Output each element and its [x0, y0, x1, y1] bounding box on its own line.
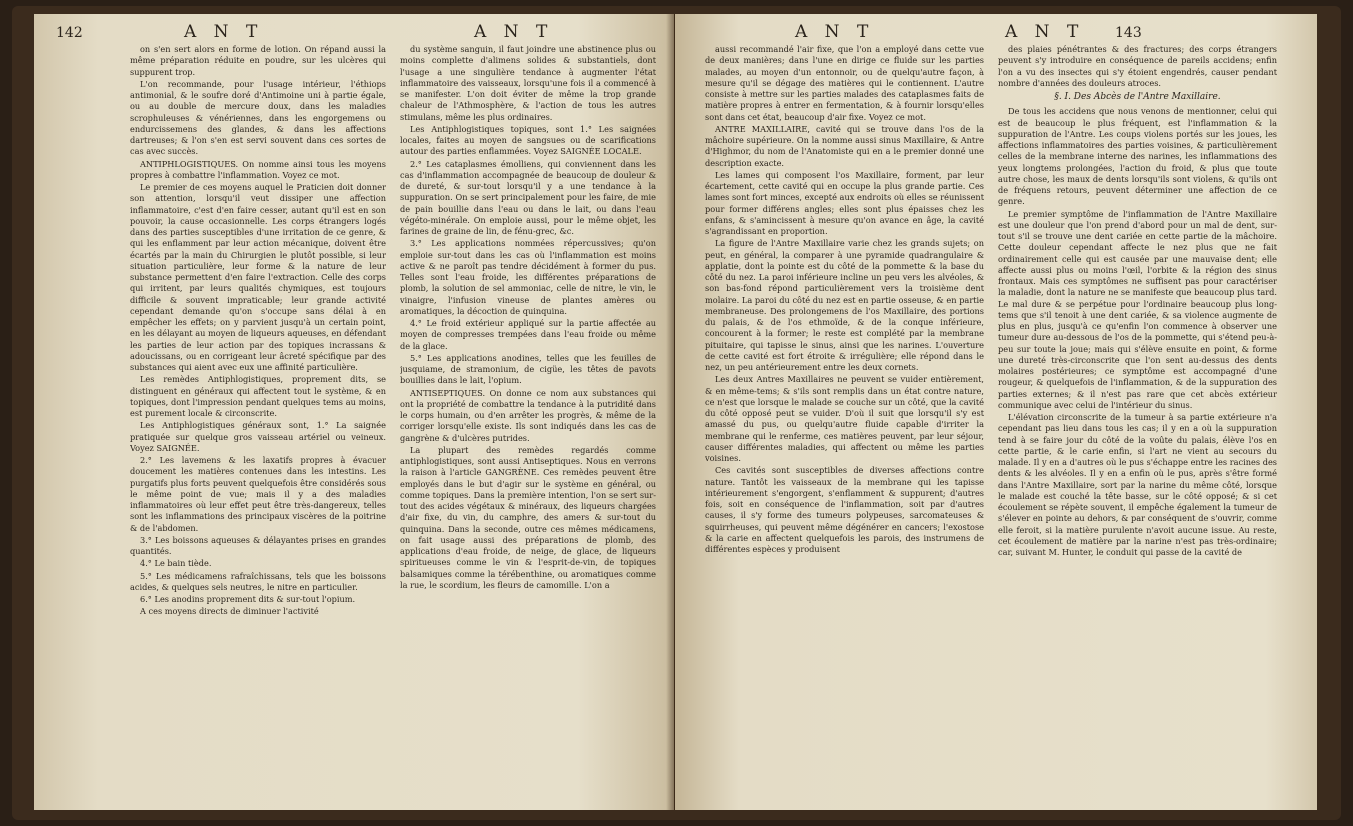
paragraph: Les lames qui composent l'os Maxillaire, forment, par leur écartement, cette cavité qui en occupe la plus grande partie. Ces lames sont fort minces, excepté aux endroits où elles se réunissent pour former différens angles; elles sont plus épaisses chez les enfans, & s'amincissent à mesure qu'on avance en âge, la cavité s'agrandissant en proportion. [705, 169, 984, 236]
page-number-left: 142 [56, 25, 83, 41]
paragraph: 3.° Les boissons aqueuses & délayantes prises en grandes quantités. [130, 534, 386, 556]
running-head-word-right: A N T [1005, 22, 1085, 42]
running-head-word-left: A N T [795, 22, 875, 42]
paragraph: ANTIPHLOGISTIQUES. On nomme ainsi tous les moyens propres à combattre l'inflammation. Voyez ce mot. [130, 158, 386, 180]
running-head-right-page [675, 22, 1317, 44]
paragraph: De tous les accidens que nous venons de mentionner, celui qui est de beaucoup le plus fréquent, est l'inflammation & la suppuration de l'Antre. Les coups violens portés sur les joues, les affections inflammatoires des parties voisines, & particulièrement celles de la membrane interne des narines, les inflammations des yeux longtems prolongées, l'action du froid, & plus que toute autre chose, les maux de dents lorsqu'ils sont violens, & qu'ils ont de fréquens retours, peuvent déterminer une affection de ce genre. [998, 106, 1277, 207]
paragraph: des plaies pénétrantes & des fractures; des corps étrangers peuvent s'y introduire en conséquence de pareils accidens; enfin l'on a vu des insectes qui s'y étoient engendrés, causer pendant nombre d'années des douleurs atroces. [998, 44, 1277, 88]
paragraph: Les Antiphlogistiques généraux sont, 1.° La saignée pratiquée sur quelque gros vaisseau artériel ou veineux. Voyez SAIGNÉE. [130, 420, 386, 453]
text-column [400, 44, 656, 794]
text-column [705, 44, 984, 794]
paragraph: 3.° Les applications nommées répercussives; qu'on emploie sur-tout dans les cas où l'inflammation est moins active & ne paroît pas tendre décidément à former du pus. Telles sont l'eau froide, les différentes préparations de plomb, la solution de sel ammoniac, celle de nitre, le vin, le vinaigre, l'infusion vineuse de plantes amères ou aromatiques, la décoction de quinquina. [400, 238, 656, 316]
paragraph: Les Antiphlogistiques topiques, sont 1.° Les saignées locales, faites au moyen de sangsues ou de scarifications autour des parties enflammées. Voyez SAIGNÉE LOCALE. [400, 123, 656, 157]
paragraph: 5.° Les applications anodines, telles que les feuilles de jusquiame, de stramonium, de cigüe, les têtes de pavots bouillies dans le lait, l'opium. [400, 352, 656, 386]
paragraph: L'élévation circonscrite de la tumeur à sa partie extérieure n'a cependant pas lieu dans tous les cas; il y en a où la suppuration tend à se faire jour du côté de la voûte du palais, élève l'os en cette partie, & le carie enfin, si l'art ne vient au secours du malade. Il y en a d'autres où le pus s'échappe entre les racines des dents & les alvéoles. Il y en a enfin où le pus, après s'être formé dans l'Antre Maxillaire, sort par la narine du même côté, lorsque le malade est couché la tête basse, sur le côté opposé; & si cet écoulement se répète souvent, il empêche également la tumeur de s'élever en pointe au dehors, & par conséquent de s'ouvrir, comme elle feroit, si la matière purulente n'avoit aucune issue. Au reste, cet écoulement de matière par la narine n'est pas très-ordinaire; car, suivant M. Hunter, le conduit qui passe de la cavité de [998, 412, 1277, 557]
paragraph: Les remèdes Antiphlogistiques, proprement dits, se distinguent en généraux qui affectent tout le système, & en topiques, dont l'impression pendant quelques tems au moins, est purement locale & circonscrite. [130, 374, 386, 418]
running-head-word-right: A N T [474, 22, 554, 42]
paragraph: L'on recommande, pour l'usage intérieur, l'éthiops antimonial, & le soufre doré d'Antimoine uni à partie égale, ou au double de mercure doux, dans les maladies scrophuleuses & vénériennes, dans les engorgemens ou endurcissemens des glandes, & dans les affections dartreuses; & l'on s'en est servi souvent dans ces sortes de cas avec succès. [130, 78, 386, 157]
paragraph: 2.° Les lavemens & les laxatifs propres à évacuer doucement les matières contenues dans les intestins. Les purgatifs plus forts peuvent quelquefois être considérés sous le même point de vue; mais il y a des maladies inflammatoires où leur effet peut être très-dangereux, telles sont les inflammations des principaux viscères de la poitrine & de l'abdomen. [130, 455, 386, 533]
paragraph: Ces cavités sont susceptibles de diverses affections contre nature. Tantôt les vaisseaux de la membrane qui les tapisse intérieurement s'engorgent, s'enflamment & suppurent; d'autres fois, soit en conséquence de l'inflammation, soit par d'autres causes, il s'y forme des tumeurs polypeuses, sarcomateuses & squirrheuses, qui peuvent même dégénérer en cancers; l'exostose & la carie en affectent quelquefois les parois, des instrumens de différentes espèces y produisent [705, 465, 984, 554]
paragraph: ANTRE MAXILLAIRE, cavité qui se trouve dans l'os de la mâchoire supérieure. On la nomme aussi sinus Maxillaire, & Antre d'Highmor, du nom de l'Anatomiste qui en a le premier donné une description exacte. [705, 123, 984, 168]
paragraph: ANTISEPTIQUES. On donne ce nom aux substances qui ont la propriété de combattre la tendance à la putridité dans le corps humain, ou d'en arrêter les progrès, & même de la corriger lorsqu'elle existe. Ils sont indiqués dans les cas de gangrène & d'ulcères putrides. [400, 387, 656, 443]
paragraph: 4.° Le froid extérieur appliqué sur la partie affectée au moyen de compresses trempées dans l'eau froide ou même de la glace. [400, 318, 656, 351]
paragraph: 2.° Les cataplasmes émolliens, qui conviennent dans les cas d'inflammation accompagnée de beaucoup de douleur & de dureté, & sur-tout lorsqu'il y a une tendance à la suppuration. On se sert principalement pour les faire, de mie de pain bouillie dans l'eau ou dans le lait, ou dans l'eau végéto-minérale. On emploie aussi, pour le même objet, les farines de graine de lin, de fénu-grec, &c. [400, 158, 656, 236]
paragraph: Le premier de ces moyens auquel le Praticien doit donner son attention, lorsqu'il veut dissiper une affection inflammatoire, c'est d'en faire cesser, autant qu'il est en son pouvoir, la cause occasionnelle. Les corps étrangers logés dans des parties susceptibles d'une irritation de ce genre, & qui les enflamment par leur action mécanique, doivent être écartés par la main du Chirurgien le plutôt possible, si leur situation particulière, leur forme & la nature de leur substance permettent d'en faire l'extraction. Celle des corps qui irritent, par leurs qualités chymiques, est toujours difficile & souvent impraticable; leur grande activité cependant demande qu'on s'occupe sans délai à en empêcher les effets; on y parvient jusqu'à un certain point, en les délayant au moyen de liqueurs aqueuses, en défendant les parties de leur action par des topiques incrassans & adoucissans, ou en corrigeant leur âcreté spécifique par des substances qui aient avec eux une affinité particulière. [130, 182, 386, 372]
paragraph: La plupart des remèdes regardés comme antiphlogistiques, sont aussi Antiseptiques. Nous en verrons la raison à l'article GANGRÈNE. Ces remèdes peuvent être employés dans le but d'agir sur le système en général, ou comme topiques. Dans la première intention, l'on se sert sur-tout des acides végétaux & minéraux, des liqueurs chargées d'air fixe, du vin, du camphre, des amers & sur-tout du quinquina. Dans la seconde, outre ces mêmes médicamens, on fait usage aussi des préparations de plomb, des applications d'eau froide, de neige, de glace, de liqueurs spiritueuses comme le vin & l'esprit-de-vin, de topiques balsamiques comme la térébenthine, ou aromatiques comme la rue, le scordium, les fleurs de camomille. L'on a [400, 444, 656, 590]
running-head-word-left: A N T [184, 22, 264, 42]
left-page [34, 14, 674, 810]
page-number-right: 143 [1115, 25, 1142, 41]
text-column [998, 44, 1277, 794]
paragraph: Le premier symptôme de l'inflammation de l'Antre Maxillaire est une douleur que l'on prend d'abord pour un mal de dent, sur-tout s'il se trouve une dent cariée en cette partie de la mâchoire. Cette douleur cependant affecte le nez plus que ne fait ordinairement celle qui est causée par une mauvaise dent; elle affecte aussi plus ou moins l'œil, l'orbite & la région des sinus frontaux. Mais ces symptômes ne suffisent pas pour caractériser la maladie, dont la nature ne se manifeste que beaucoup plus tard. Le mal dure & se perpétue pour l'ordinaire beaucoup plus long-tems que s'il tenoit à une dent cariée, & sa violence augmente de plus en plus, jusqu'à ce qu'enfin l'on commence à observer une tumeur dure au-dessous de l'os de la pommette, qui s'étend peu-à-peu sur toute la joue; mais qui s'élève ensuite en point, & forme une dureté très-circonscrite que l'on sent au-dessus des dents molaires postérieures; ce symptôme est accompagné d'une rougeur, & quelquefois de l'inflammation, & de la suppuration des parties externes; & il n'est pas rare que cet abcès extérieur communique avec celui de l'intérieur du sinus. [998, 208, 1277, 410]
text-column [130, 44, 386, 794]
right-page-columns [705, 44, 1277, 794]
paragraph: 5.° Les médicamens rafraîchissans, tels que les boissons acides, & quelques sels neutres, le nitre en particulier. [130, 570, 386, 592]
paragraph: A ces moyens directs de diminuer l'activité [140, 606, 319, 617]
paragraph: 6.° Les anodins proprement dits & sur-tout l'opium. [140, 594, 356, 604]
left-page-columns [130, 44, 656, 794]
paragraph: La figure de l'Antre Maxillaire varie chez les grands sujets; on peut, en général, la comparer à une pyramide quadrangulaire & applatie, dont la pointe est du côté de la pommette & la base du côté du nez. La paroi inférieure incline un peu vers les alvéoles, & son bas-fond répond particulièrement vers la troisième dent molaire. La paroi du côté du nez est en partie osseuse, & en partie membraneuse. Des prolongemens de l'os Maxillaire, des portions du palais, & de l'os ethmoïde, & de la conque inférieure, concourent à la former; le reste est complété par la membrane pituitaire, qui tapisse le sinus, ainsi que les narines. L'ouverture de cette cavité est fort étroite & irrégulière; elle répond dans le nez, un peu antérieurement entre les deux cornets. [705, 238, 984, 372]
paragraph: Les deux Antres Maxillaires ne peuvent se vuider entièrement, & en même-tems; & s'ils sont remplis dans un état contre nature, ce n'est que lorsque le malade se couche sur un côté, que la cavité du côté opposé peut se vuider. D'où il suit que lorsqu'il s'y est amassé du pus, ou quelqu'autre fluide capable d'irriter la membrane qui le renferme, ces matières peuvent, par leur séjour, causer différentes maladies, qui affectent ou même les parties voisines. [705, 374, 984, 463]
paragraph: 4.° Le bain tiède. [140, 558, 212, 569]
section-heading: §. I. Des Abcès de l'Antre Maxillaire. [1054, 92, 1221, 102]
running-head-left-page [34, 22, 674, 44]
paragraph: du système sanguin, il faut joindre une abstinence plus ou moins complette d'alimens solides & substantiels, dont l'usage a une singulière tendance à augmenter l'état inflammatoire des vaisseaux, lorsqu'une fois il a commencé à se manifester. L'on doit éviter de même la trop grande chaleur de l'Athmosphère, & l'action de tous les autres stimulans, même les plus ordinaires. [400, 44, 656, 122]
paragraph: aussi recommandé l'air fixe, que l'on a employé dans cette vue de deux manières; dans l'une en dirige ce fluide sur les parties malades, au moyen d'un entonnoir, ou de quelqu'autre façon, à mesure qu'il se dégage des matières qui le contiennent. L'autre consiste à mettre sur les parties malades des cataplasmes faits de matière propres à entrer en fermentation, & à fournir lorsqu'elles sont dans cet état, beaucoup d'air fixe. Voyez ce mot. [705, 44, 984, 122]
open-book [12, 6, 1341, 820]
right-page [675, 14, 1317, 810]
paragraph: on s'en sert alors en forme de lotion. On répand aussi la même préparation réduite en poudre, sur les ulcères qui suppurent trop. [130, 44, 386, 77]
